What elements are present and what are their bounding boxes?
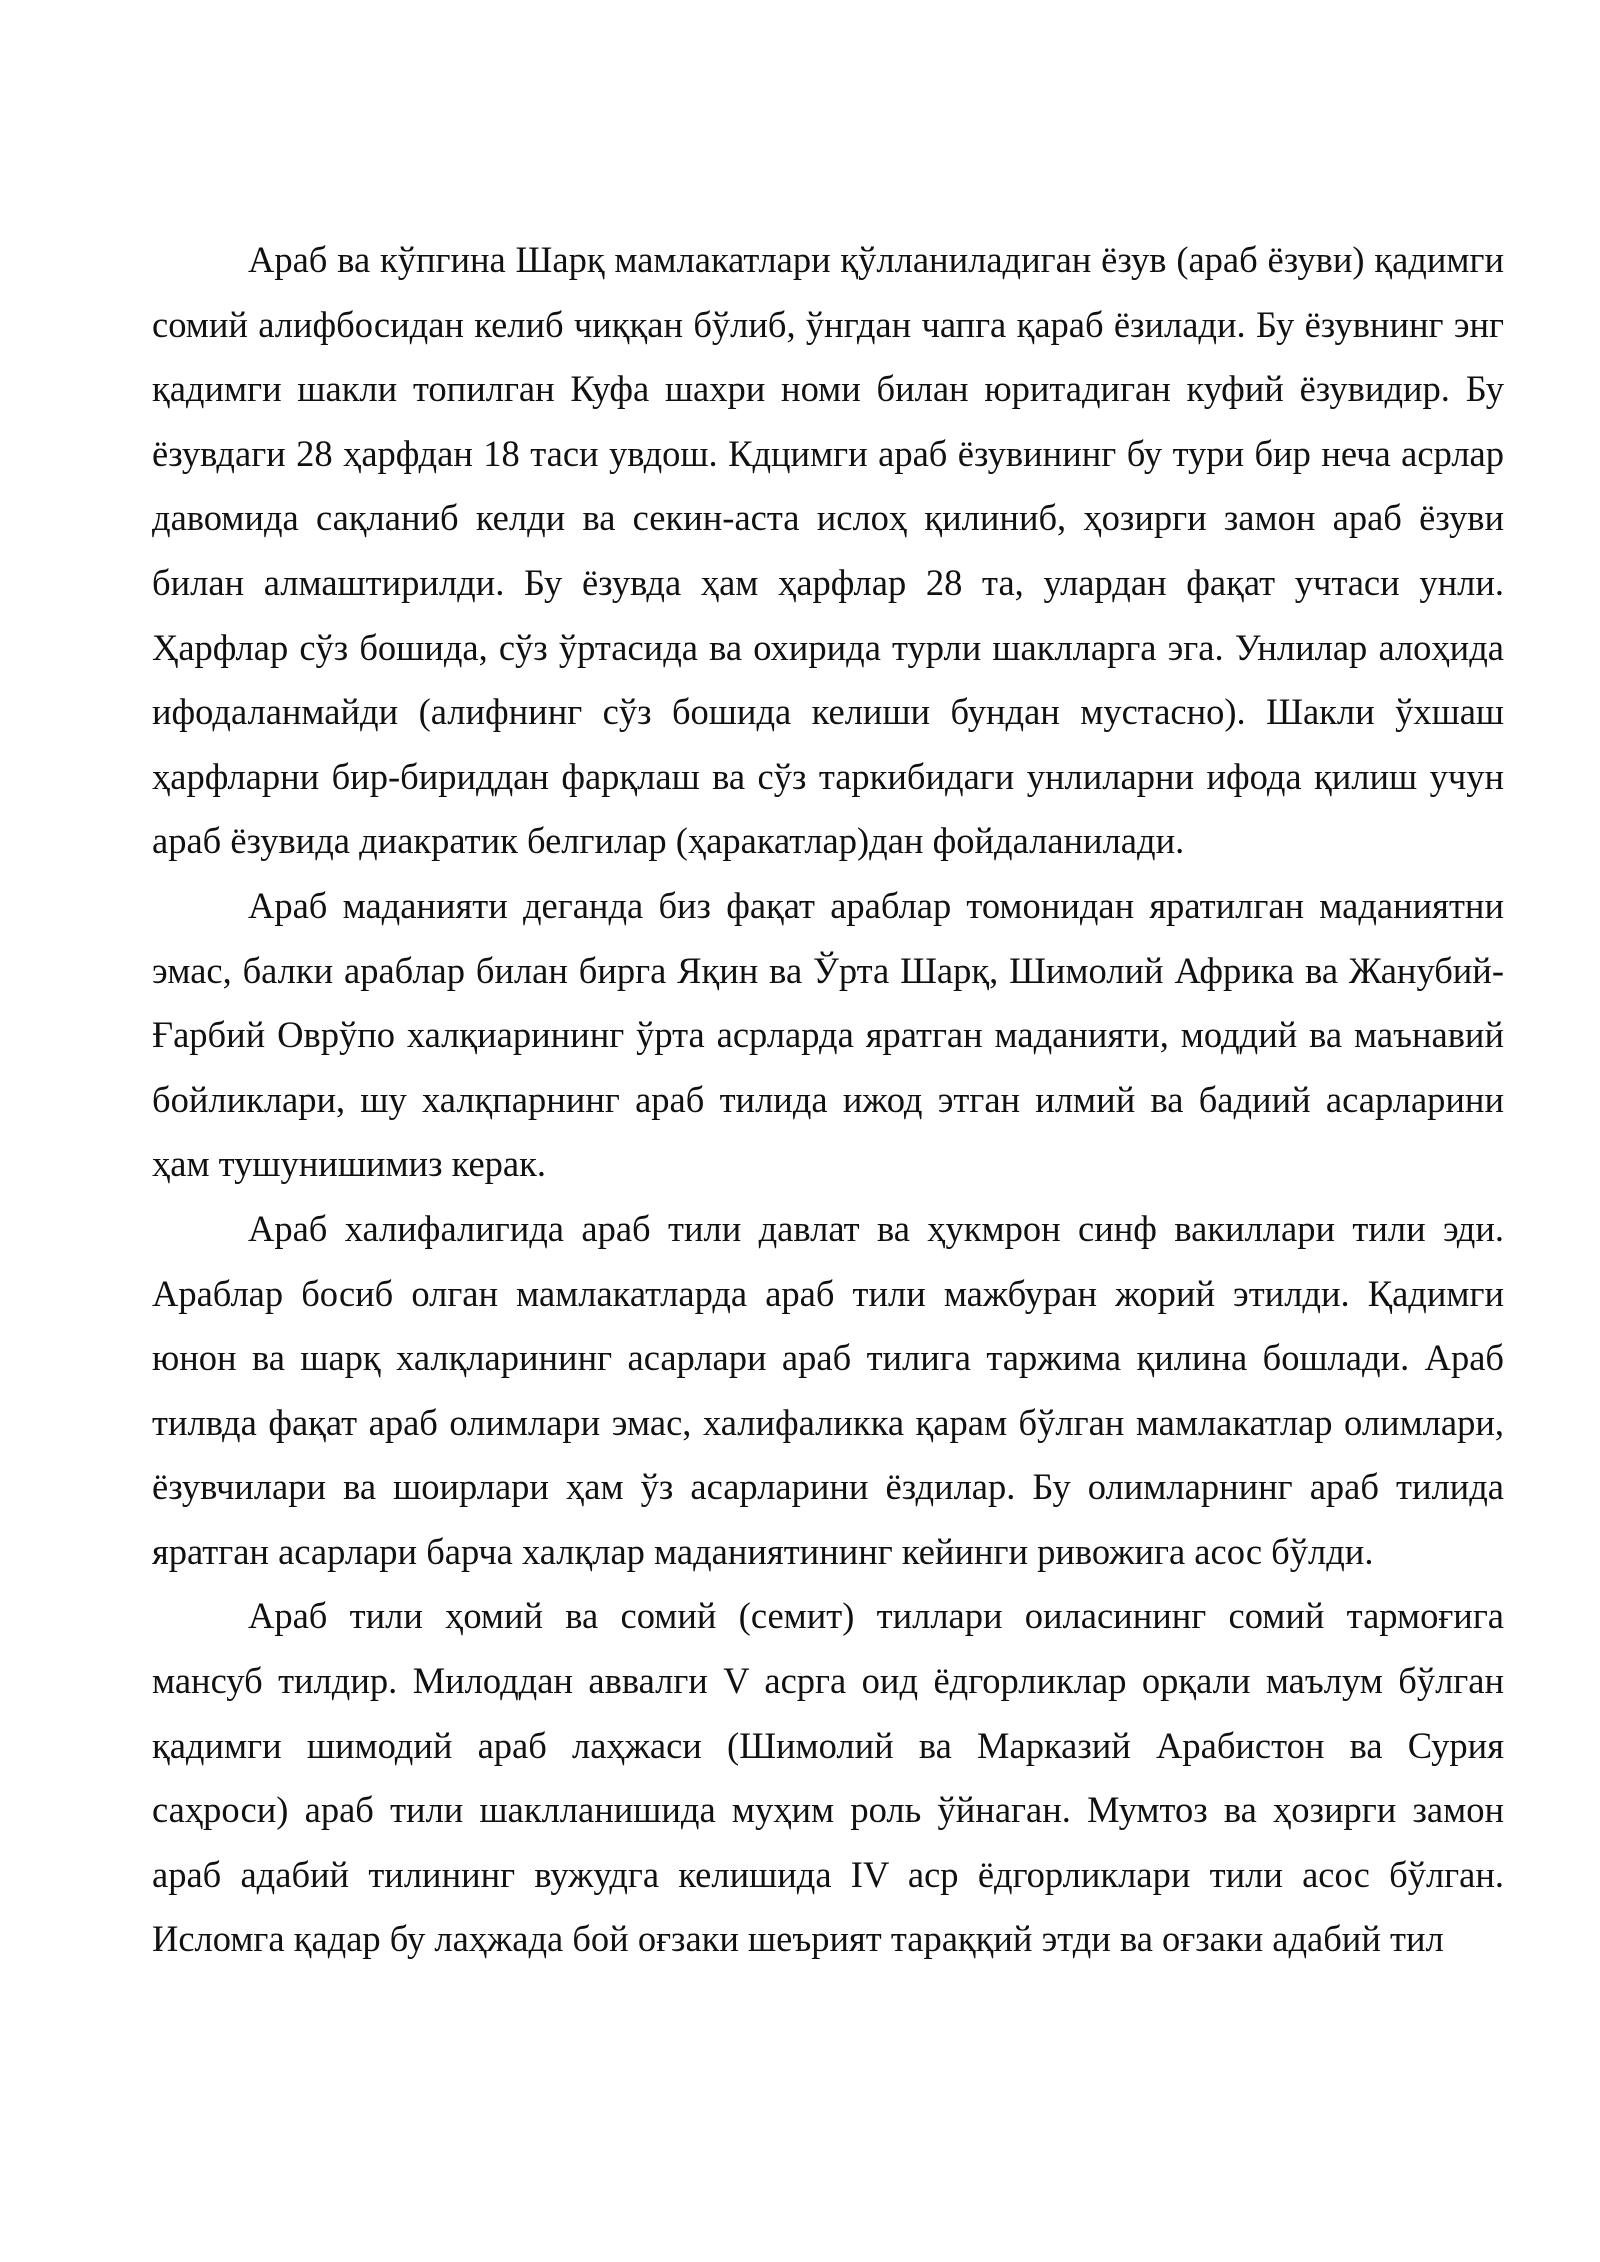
paragraph-arabic-script: Араб ва кўпгина Шарқ мамлакатлари қўлланиладиган ёзув (араб ёзуви) қадимги сомий алифбосидан келиб чиққан бўлиб, ўнгдан чапга қараб ёзилади. Бу ёзувнинг энг қадимги шакли топилган Куфа шахри номи билан юритадиган куфий ёзувидир. Бу ёзувдаги 28 ҳарфдан 18 таси увдош. Кдцимги араб ёзувининг бу тури бир неча асрлар давомида сақланиб келди ва секин-аста ислоҳ қилиниб, ҳозирги замон араб ёзуви билан алмаштирилди. Бу ёзувда ҳам ҳарфлар 28 та, улардан фақат учтаси унли. Ҳарфлар сўз бошида, сўз ўртасида ва охирида турли шаклларга эга. Унлилар алоҳида ифодаланмайди (алифнинг сўз бошида келиши бундан мустасно). Шакли ўхшаш ҳарфларни бир-бириддан фарқлаш ва сўз таркибидаги унлиларни ифода қилиш учун араб ёзувида диакратик белгилар (ҳаракатлар)дан фойдаланилади.	[152, 239, 1504, 862]
paragraph-semitic-origin: Араб тили ҳомий ва сомий (семит) тиллари оиласининг сомий тармоғига мансуб тилдир. Милоддан аввалги V асрга оид ёдгорликлар орқали маълум бўлган қадимги шимодий араб лаҳжаси (Шимолий ва Марказий Арабистон ва Сурия саҳроси) араб тили шаклланишида муҳим роль ўйнаган. Мумтоз ва ҳозирги замон араб адабий тилининг вужудга келишида IV аср ёдгорликлари тили асос бўлган. Исломга қадар бу лаҳжада бой оғзаки шеърият тараққий этди ва оғзаки адабий тил	[152, 1595, 1504, 1960]
paragraph-caliphate-language: Араб халифалигида араб тили давлат ва ҳукмрон синф вакиллари тили эди. Араблар босиб олган мамлакатларда араб тили мажбуран жорий этилди. Қадимги юнон ва шарқ халқларининг асарлари араб тилига таржима қилина бошлади. Араб тилвда фақат араб олимлари эмас, халифаликка қарам бўлган мамлакатлар олимлари, ёзувчилари ва шоирлари ҳам ўз асарларини ёздилар. Бу олимларнинг араб тилида яратган асарлари барча халқлар маданиятининг кейинги ривожига асос бўлди.	[152, 1207, 1504, 1572]
document-page	[152, 228, 1504, 1972]
paragraph-arab-culture: Араб маданияти деганда биз фақат араблар томонидан яратилган маданиятни эмас, балки араблар билан бирга Яқин ва Ўрта Шарқ, Шимолий Африка ва Жанубий-Ғарбий Оврўпо халқиарининг ўрта асрларда яратган маданияти, моддий ва маънавий бойликлари, шу халқпарнинг араб тилида ижод этган илмий ва бадиий асарларини ҳам тушунишимиз керак.	[152, 884, 1504, 1185]
